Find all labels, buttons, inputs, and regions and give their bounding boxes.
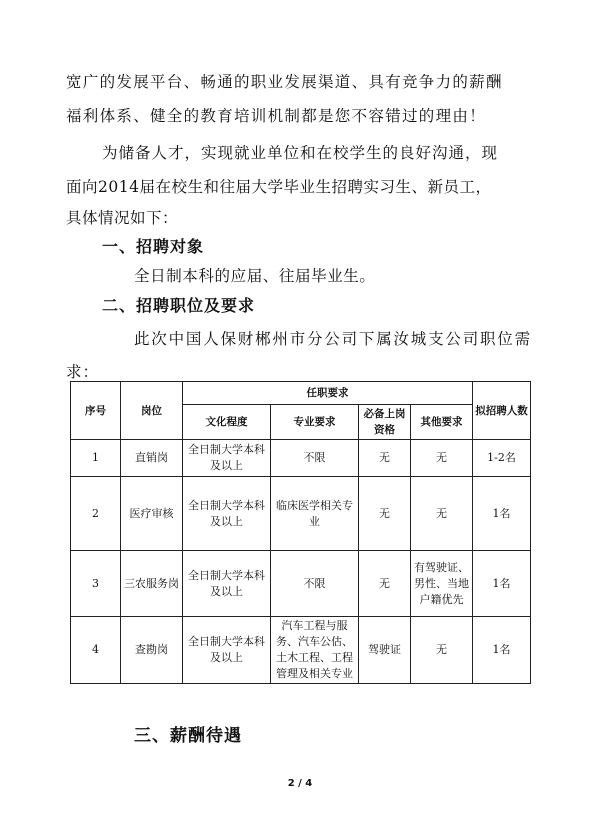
cell-position: 直销岗 bbox=[121, 440, 183, 477]
cell-certificate: 驾驶证 bbox=[359, 617, 411, 684]
cell-other: 无 bbox=[411, 617, 473, 684]
table-row bbox=[71, 617, 531, 684]
header-major: 专业要求 bbox=[271, 405, 359, 440]
cell-seq: 1 bbox=[71, 440, 121, 477]
cell-certificate: 无 bbox=[359, 477, 411, 551]
header-education: 文化程度 bbox=[183, 405, 271, 440]
section-text-positions: 求： bbox=[66, 363, 100, 381]
header-seq: 序号 bbox=[71, 382, 121, 440]
table-row bbox=[71, 477, 531, 551]
paragraph-line: 福利体系、健全的教育培训机制都是您不容错过的理由！ bbox=[66, 107, 487, 125]
header-requirements-group: 任职要求 bbox=[183, 382, 473, 405]
cell-seq: 3 bbox=[71, 551, 121, 617]
table-row bbox=[71, 551, 531, 617]
table-header-row bbox=[71, 382, 531, 405]
cell-headcount: 1-2名 bbox=[473, 440, 531, 477]
section-text-positions: 此次中国人保财郴州市分公司下属汝城支公司职位需 bbox=[134, 330, 532, 348]
positions-table bbox=[70, 381, 531, 684]
cell-seq: 2 bbox=[71, 477, 121, 551]
cell-headcount: 1名 bbox=[473, 477, 531, 551]
section-heading-recruitment-target: 一、招聘对象 bbox=[102, 237, 205, 256]
cell-certificate: 无 bbox=[359, 440, 411, 477]
section-heading-compensation: 三、薪酬待遇 bbox=[134, 726, 242, 746]
cell-headcount: 1名 bbox=[473, 617, 531, 684]
cell-major: 不限 bbox=[271, 440, 359, 477]
cell-major: 汽车工程与服务、汽车公估、土木工程、工程管理及相关专业 bbox=[271, 617, 359, 684]
page-number: 2 / 4 bbox=[287, 778, 313, 789]
cell-position: 三农服务岗 bbox=[121, 551, 183, 617]
cell-certificate: 无 bbox=[359, 551, 411, 617]
cell-other: 有驾驶证、男性、当地户籍优先 bbox=[411, 551, 473, 617]
section-text-recruitment-target: 全日制本科的应届、往届毕业生。 bbox=[134, 267, 376, 285]
header-headcount: 拟招聘人数 bbox=[473, 382, 531, 440]
cell-position: 医疗审核 bbox=[121, 477, 183, 551]
table-row bbox=[71, 440, 531, 477]
cell-education: 全日制大学本科及以上 bbox=[183, 617, 271, 684]
cell-headcount: 1名 bbox=[473, 551, 531, 617]
header-other: 其他要求 bbox=[411, 405, 473, 440]
cell-other: 无 bbox=[411, 477, 473, 551]
paragraph-line: 宽广的发展平台、畅通的职业发展渠道、具有竞争力的薪酬 bbox=[66, 73, 503, 91]
cell-other: 无 bbox=[411, 440, 473, 477]
section-heading-positions: 二、招聘职位及要求 bbox=[102, 296, 256, 315]
paragraph-line: 为储备人才，实现就业单位和在校学生的良好沟通，现 bbox=[102, 144, 499, 162]
cell-education: 全日制大学本科及以上 bbox=[183, 551, 271, 617]
cell-seq: 4 bbox=[71, 617, 121, 684]
cell-education: 全日制大学本科及以上 bbox=[183, 477, 271, 551]
paragraph-line: 具体情况如下： bbox=[66, 209, 179, 227]
header-position: 岗位 bbox=[121, 382, 183, 440]
cell-education: 全日制大学本科及以上 bbox=[183, 440, 271, 477]
header-certificate: 必备上岗资格 bbox=[359, 405, 411, 440]
cell-major: 不限 bbox=[271, 551, 359, 617]
paragraph-line: 面向2014届在校生和往届大学毕业生招聘实习生、新员工， bbox=[66, 178, 492, 196]
cell-major: 临床医学相关专业 bbox=[271, 477, 359, 551]
cell-position: 查勘岗 bbox=[121, 617, 183, 684]
